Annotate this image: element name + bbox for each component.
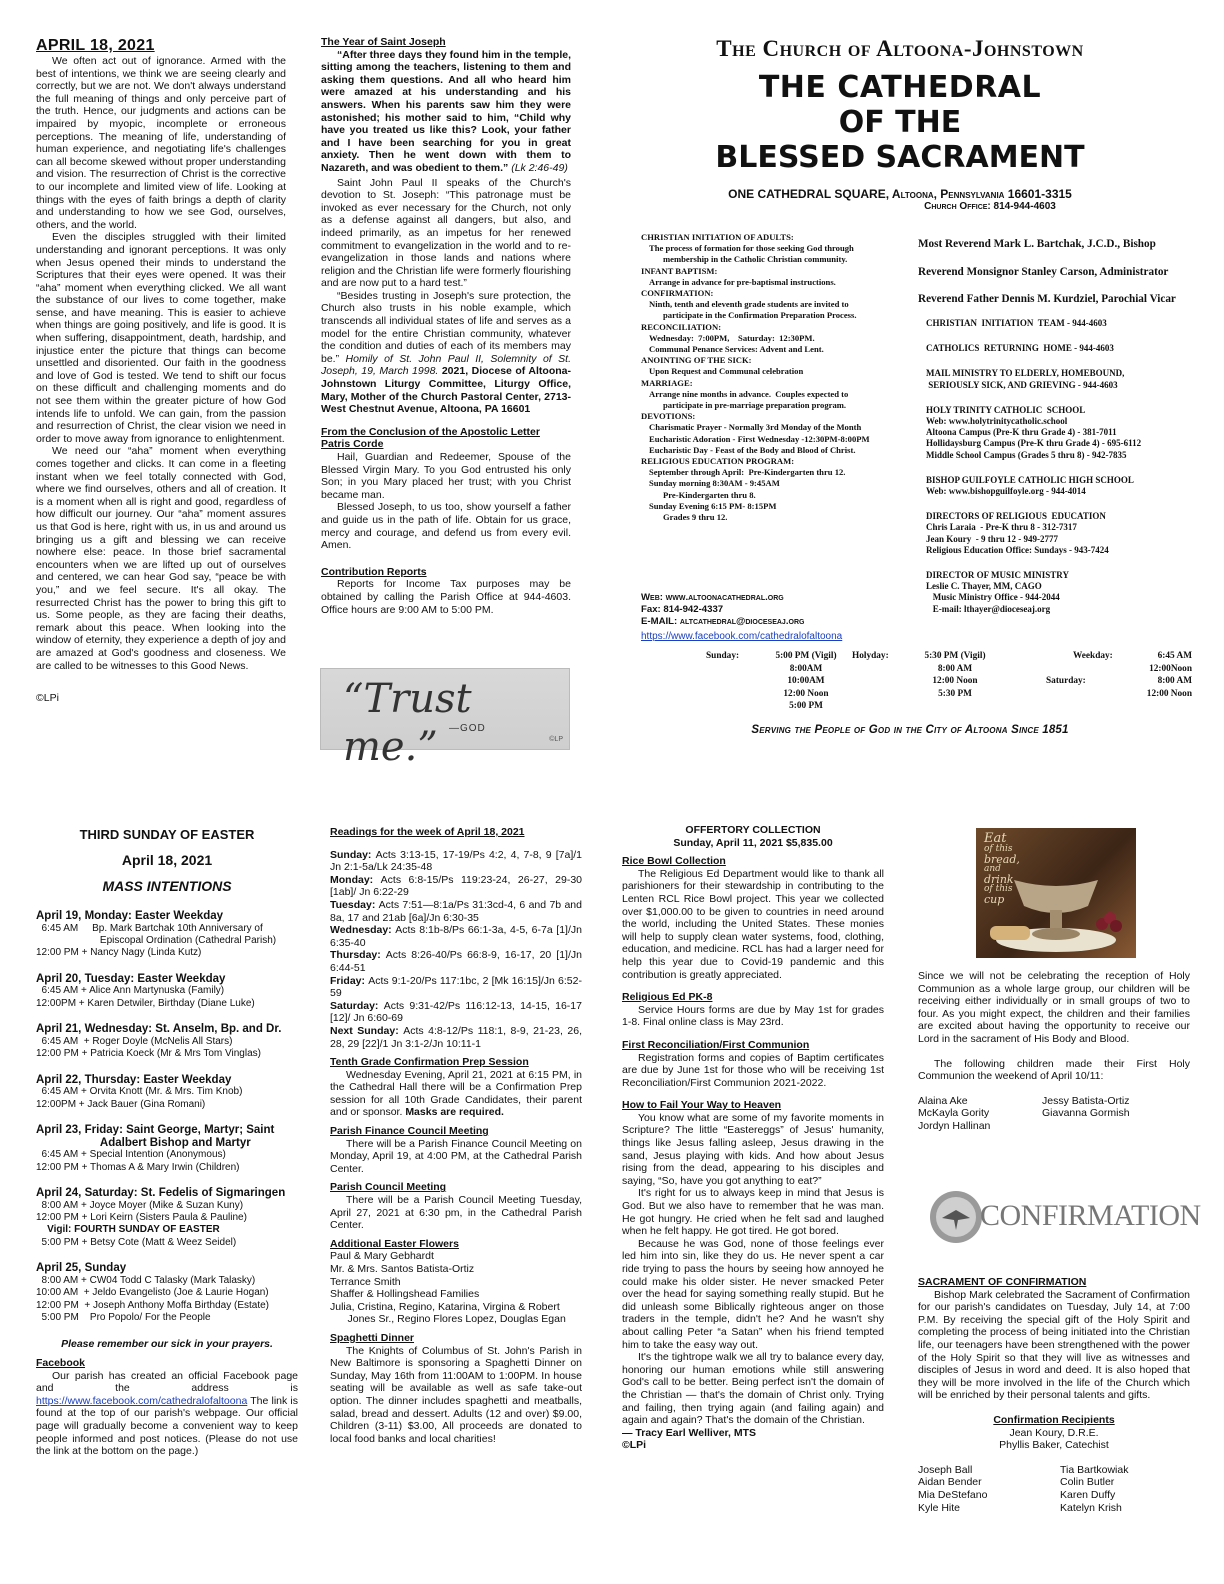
flowers-list [330, 1250, 582, 1326]
intention-line: 12:00PM + Jack Bauer (Gina Romani) [36, 1098, 206, 1110]
finance-text: There will be a Parish Finance Council Meeting on Monday, April 19, at 4:00 PM, at the Cathedral Parish Center. [330, 1137, 582, 1175]
offertory-column [622, 824, 884, 1452]
mass-time: 12:00 Noon [932, 676, 978, 687]
masthead-office: Church Office: 814-944-4603 [924, 200, 1056, 212]
sacrament-detail: Wednesday: 7:00PM, Saturday: 12:30PM. [649, 332, 815, 343]
facebook-heading: Facebook [36, 1357, 86, 1370]
sacrament-detail: Sunday Evening 6:15 PM- 8:15PM [649, 500, 777, 511]
facebook-link[interactable]: https://www.facebook.com/cathedralofaltoona [641, 631, 843, 643]
masthead-church: The Church of Altoona-Johnstown [716, 36, 1084, 61]
flower-donor: Mr. & Mrs. Santos Batista-Ortiz [330, 1263, 475, 1275]
saturday-label: Saturday: [1046, 676, 1086, 686]
recipient-name: Aidan Bender [918, 1476, 982, 1489]
flower-donor: Terrance Smith [330, 1275, 401, 1288]
joseph-quote-text: “After three days they found him in the temple, sitting among the teachers, listening to them and asking them questions. And all who heard him were amazed at his understanding and his answers. When his parents saw him they were astonished; his mother said to him, “Child why have you treated us like this? Look, your father and I have been searching for you in great anxiety. Then he went down with them to Nazareth, and was obedient to them.” [321, 48, 571, 174]
sacrament-heading: CONFIRMATION: [641, 288, 714, 299]
contact-line: SERIOUSLY SICK, AND GRIEVING - 944-4603 [926, 379, 1118, 390]
contrib-text: Reports for Income Tax purposes may be obtained by calling the Parish Office at 944-4603. Office hours are 9:00 AM to 5:00 PM. [321, 578, 571, 616]
sunday-times [766, 650, 846, 713]
date-heading: APRIL 18, 2021 [36, 37, 155, 54]
mass-time: 5:30 PM (Vigil) [924, 651, 986, 661]
communion-para: Since we will not be celebrating the reception of Holy Communion as a whole large group, our children will be receiving either individually or in small groups of two to four. As you might expect, the children and their families are excited about having the opportunity to receive our Lord in the sacrament of His Body and Blood. [918, 970, 1190, 1045]
contact-line: Jean Koury - 9 thru 12 - 949-2777 [926, 533, 1058, 544]
eat-text: of this [984, 884, 1013, 894]
joseph-para [321, 290, 571, 416]
communicant-name: Alaina Ake [918, 1094, 968, 1107]
sacrament-detail: Sunday morning 8:30AM - 9:45AM [649, 478, 780, 489]
joseph-para2-text: “Besides trusting in Joseph's sure protection, the Church also trusts in his noble example, which transcends all individual states of life and serves as a model for the entire Christian community, whatever the condition and duties of each of its members may be.” [321, 289, 571, 365]
sacrament-detail: September through April: Pre-Kindergarten thru 12. [649, 467, 846, 478]
contact-line: Web: www.holytrinitycatholic.school [926, 416, 1068, 427]
sacrament-conf-heading: SACRAMENT OF CONFIRMATION [918, 1276, 1087, 1288]
contact-line: MAIL MINISTRY TO ELDERLY, HOMEBOUND, [926, 368, 1125, 379]
tenth-text [330, 1069, 582, 1119]
flower-donor: Shaffer & Hollingshead Families [330, 1288, 480, 1301]
mass-time: 12:00 Noon [1146, 688, 1192, 699]
contact-group [926, 511, 1216, 556]
communion-names [918, 1095, 1190, 1133]
sacrament-detail: Communal Penance Services: Advent and Lent. [649, 344, 824, 355]
sacrament-detail: participate in the Confirmation Preparation Process. [663, 310, 857, 321]
mass-time: 6:45 AM [1157, 651, 1192, 661]
flower-donor: Paul & Mary Gebhardt [330, 1250, 434, 1263]
intention-line: 12:00PM + Karen Detwiler, Birthday (Diane Luke) [36, 997, 255, 1009]
contact-line: Religious Education Office: Sundays - 943-7424 [926, 544, 1109, 555]
sacrament-detail: The process of formation for those seeking God through [649, 243, 854, 254]
rice-text: The Religious Ed Department would like to thank all parishioners for their stewardship in contributing to the Lenten RCL Rice Bowl project. This year we collected over $1,000.00 to be given to countries in need around the world, including the United States. These monies will help to supply clean water systems, food, clothing, education, and medicine. RCL has had a larger need for help this year due to Covid-19 pandemic and this contribution is greatly appreciated. [622, 867, 884, 981]
sacrament-heading: RELIGIOUS EDUCATION PROGRAM: [641, 456, 795, 467]
confirmation-word: CONFIRMATION [980, 1199, 1201, 1232]
sacrament-heading: DEVOTIONS: [641, 411, 696, 422]
contact-line: Leslie C. Thayer, MM, CAGO [926, 581, 1042, 592]
masks-required: Masks are required. [405, 1106, 504, 1119]
intention-day: April 19, Monday: Easter Weekday [36, 910, 224, 922]
reading-entry [330, 949, 582, 974]
patris-heading: From the Conclusion of the Apostolic Letter Patris Corde [321, 425, 540, 451]
mass-intentions-column [36, 826, 298, 1458]
contact-group [926, 475, 1216, 497]
intention-line: 6:45 AM Bp. Mark Bartchak 10th Anniversary of [36, 922, 263, 934]
masthead [610, 36, 1190, 213]
reading-day: Tuesday: [330, 898, 379, 911]
readings-list [330, 849, 582, 1051]
reflection-paragraph: Even the disciples struggled with their limited understanding and ignorant perceptions. It was only when Jesus opened their minds to understand the Scriptures that their eyes were opened. It was their “aha” moment when everything clicked. We all want the substance of our lives to come together, make sense, and have meaning. This is easier to achieve when things are going positively, and life is good. It is when suffering, disappointment, death, hardship, and injustice enter the picture that things can become unsettled and disoriented. Our faith in the goodness and love of God is tested. We tend to shift our focus on these difficult and challenging moments and do not see them within the greater picture of how God intends life to unfold. We can gain, from the passion and resurrection of Christ, the clear vision we need in order to move away from ignorance to enlightenment. [36, 231, 286, 445]
contact-line: BISHOP GUILFOYLE CATHOLIC HIGH SCHOOL [926, 474, 1134, 485]
mass-time: 12:00Noon [1149, 663, 1192, 674]
sacrament-confirmation [918, 1276, 1190, 1514]
intention-line: 8:00 AM + Joyce Moyer (Mike & Suzan Kuny) [36, 1199, 244, 1211]
facebook-url[interactable]: https://www.facebook.com/cathedralofaltoona [36, 1394, 248, 1407]
council-text: There will be a Parish Council Meeting Tuesday, April 27, 2021 at 6:30 pm, in the Cathedral Parish Center. [330, 1194, 582, 1232]
communion-names-left [918, 1095, 1042, 1133]
facebook-text [36, 1370, 298, 1458]
mass-time: 5:00 PM [789, 701, 823, 712]
clergy-administrator: Reverend Monsignor Stanley Carson, Administrator [918, 265, 1169, 278]
mass-time: 8:00 AM [1157, 676, 1192, 686]
reading-entry [330, 849, 582, 874]
contact-line: Hollidaysburg Campus (Pre-K thru Grade 4) - 695-6112 [926, 438, 1142, 449]
firstrec-text: Registration forms and copies of Baptim certificates are due by June 1st for those who will be receiving 1st Reconciliation/First Communion 2021-2022. [622, 1051, 884, 1089]
eat-text: bread, [984, 853, 1020, 866]
flower-donor: Jones Sr., Regino Flores Lopez, Douglas Egan [330, 1313, 566, 1326]
clergy-list [918, 238, 1208, 306]
fax: Fax: 814-942-4337 [641, 603, 724, 615]
recipient-name: Mia DeStefano [918, 1488, 988, 1501]
intention-day: April 21, Wednesday: St. Anselm, Bp. and Dr. [36, 1023, 282, 1036]
reflection-paragraph: We need our “aha” moment when everything comes together and clicks. It can come in a fleeting instant when we feel totally connected with God, where we find ourselves, others and all of creation. It is a moment when all is right and good, regardless of how difficult our journey. Our “aha” moment assures us that God is here, right with us, in us and around us bringing us a gift and blessing we can receive nowhere else: peace. In those brief sacramental encounters when we are lifted up out of ourselves and centered, we can hear God say, “peace be with you,” and we feel secure. It's all okay. The resurrected Christ has the power to bring this gift to us. Some people, as they are facing their deaths, remark about this peace. When looking into the window of eternity, they experience a depth of joy and are amazed at God's goodness and closeness. We are called to be witnesses to this Good News. [36, 445, 286, 672]
intention-line: 5:00 PM + Betsy Cote (Matt & Weez Seidel) [36, 1236, 237, 1248]
tenth-heading: Tenth Grade Confirmation Prep Session [330, 1056, 529, 1069]
facebook-text-2: The link is found at the top of our parish's webpage. Our official page will gradually become a convenient way to keep people informed and post notices. (Please do not use the link at the bottom on the page.) [36, 1394, 298, 1458]
holyday-label: Holyday: [852, 651, 889, 661]
sacrament-heading: ANOINTING OF THE SICK: [641, 355, 752, 366]
sacrament-detail: membership in the Catholic Christian community. [663, 254, 848, 265]
trust-me-image [320, 668, 570, 770]
recipients-left [918, 1464, 1060, 1514]
fail-para: It's the tightrope walk we all try to balance every day, honoring our human emotions while still answering God's call to be better. Being perfect isn't the domain of the Christian — that's the domain of Christ only. Trying and failing, then trying again (and failing again) and again and again? That's the domain of the Christian. [622, 1351, 884, 1427]
reading-day: Monday: [330, 873, 381, 886]
fail-author: — Tracy Earl Welliver, MTS [622, 1426, 757, 1439]
intention-line: 6:45 AM + Special Intention (Anonymous) [36, 1149, 226, 1161]
clergy-vicar: Reverend Father Dennis M. Kurdziel, Parochial Vicar [918, 293, 1176, 306]
reading-refs: Acts 8:26-40/Ps 66:8-9, 16-17, 20 [1]/Jn 6:44-51 [330, 949, 582, 974]
contact-group [926, 570, 1216, 615]
readings-column [330, 826, 582, 1445]
intention-line: 12:00 PM + Lori Keirn (Sisters Paula & Pauline) [36, 1212, 247, 1224]
recipient-name: Joseph Ball [918, 1463, 973, 1476]
intention-line: Episcopal Ordination (Cathedral Parish) [36, 935, 277, 946]
sacrament-detail: Pre-Kindergarten thru 8. [663, 489, 756, 500]
intention-day: April 24, Saturday: St. Fedelis of Sigmaringen [36, 1187, 286, 1200]
reading-day: Saturday: [330, 999, 384, 1012]
reading-day: Friday: [330, 974, 369, 987]
holyday-times [910, 650, 1000, 700]
intention-line: Vigil: FOURTH SUNDAY OF EASTER [36, 1224, 220, 1236]
contrib-heading: Contribution Reports [321, 565, 427, 578]
readings-heading: Readings for the week of April 18, 2021 [330, 826, 525, 838]
contact-line: E-mail: lthayer@dioceseaj.org [926, 603, 1051, 614]
reading-entry [330, 1000, 582, 1025]
mass-times [700, 650, 1200, 710]
reading-refs: Acts 8:1b-8/Ps 66:1-3a, 4-5, 6-7a [1]/Jn 6:35-40 [330, 924, 582, 949]
joseph-heading: The Year of Saint Joseph [321, 36, 446, 48]
reading-entry [330, 899, 582, 924]
intention-line: 6:45 AM + Alice Ann Martynuska (Family) [36, 985, 225, 997]
liturgy-credit: 2021, Diocese of Altoona-Johnstown Liturgy Committee, Liturgy Office, Mary, Mother of the Church Pastoral Center, 2713- West Chestnut Avenue, Altoona, PA 16601 [321, 365, 571, 416]
firstrec-heading: First Reconciliation/First Communion [622, 1038, 810, 1051]
reading-entry [330, 1025, 582, 1050]
contact-line: DIRECTORS OF RELIGIOUS EDUCATION [926, 511, 1106, 522]
mass-time: 10:00AM [787, 676, 825, 687]
sacrament-heading: RECONCILIATION: [641, 321, 722, 332]
tenth-text-body: Wednesday Evening, April 21, 2021 at 6:15 PM, in the Cathedral Hall there will be a Confirmation Prep session for all 10th Grade Candidates, their parent and or sponsor. [330, 1068, 582, 1119]
communion-para: The following children made their First Holy Communion the weekend of April 10/11: [918, 1057, 1190, 1083]
sacrament-detail: Arrange in advance for pre-baptismal instructions. [649, 276, 836, 287]
contact-line: Middle School Campus (Grades 5 thru 8) - 942-7835 [926, 449, 1127, 460]
eat-text: cup [984, 893, 1005, 906]
mass-time: 5:00 PM (Vigil) [775, 651, 837, 661]
sacrament-detail: participate in pre-marriage preparation program. [663, 400, 847, 411]
reading-refs: Acts 7:51—8:1a/Ps 31:3cd-4, 6 and 7b and 8a, 17 and 21ab [6a]/Jn 6:30-35 [330, 898, 582, 924]
reading-refs: Acts 6:8-15/Ps 119:23-24, 26-27, 29-30 [1ab]/ Jn 6:22-29 [330, 873, 582, 899]
contact-group [926, 343, 1216, 354]
mass-time: 8:00 AM [937, 663, 973, 674]
sacrament-heading: INFANT BAPTISM: [641, 265, 718, 276]
recipients-heading: Confirmation Recipients [993, 1413, 1115, 1426]
patris-para: Hail, Guardian and Redeemer, Spouse of the Blessed Virgin Mary. To you God entrusted his only Son; in you Mary placed her trust; with you Christ became man. [321, 451, 571, 501]
contact-line: Web: www.bishopguilfoyle.org - 944-4014 [926, 486, 1086, 497]
flower-donor: Julia, Cristina, Regino, Katarina, Virgina & Robert [330, 1300, 560, 1313]
intention-line: 12:00 PM + Patricia Koeck (Mr & Mrs Tom Vinglas) [36, 1048, 261, 1060]
recipients-staff: Phyllis Baker, Catechist [999, 1439, 1109, 1452]
recipient-name: Colin Butler [1060, 1476, 1115, 1489]
reflection-column [36, 38, 286, 705]
reading-day: Thursday: [330, 949, 386, 962]
sick-note: Please remember our sick in your prayers. [61, 1338, 273, 1351]
homily-cite: Homily of St. John Paul II, Solemnity of St. Joseph, 19, March 1998. [321, 352, 572, 378]
confirmation-banner [928, 1188, 1201, 1246]
intention-line: 6:45 AM + Roger Doyle (McNelis All Stars) [36, 1035, 233, 1047]
p2-title-intentions: MASS INTENTIONS [102, 878, 232, 894]
recipient-name: Katelyn Krish [1060, 1501, 1122, 1514]
masthead-address: ONE CATHEDRAL SQUARE, Altoona, Pennsylvania 16601-3315 [728, 187, 1072, 201]
eat-text: of this [984, 844, 1013, 854]
mass-time: 12:00 Noon [783, 688, 829, 699]
joseph-quote-ref: (Lk 2:46-49) [511, 161, 568, 174]
intention-line: 12:00 PM + Joseph Anthony Moffa Birthday (Estate) [36, 1299, 270, 1311]
sacrament-detail: Ninth, tenth and eleventh grade students are invited to [649, 299, 849, 310]
weekday-label: Weekday: [1073, 651, 1113, 661]
fail-heading: How to Fail Your Way to Heaven [622, 1099, 782, 1112]
contact-line: DIRECTOR OF MUSIC MINISTRY [926, 570, 1069, 581]
patris-para: Blessed Joseph, to us too, show yourself a father and guide us in the path of life. Obtain for us grace, mercy and courage, and defend us from every evil. Amen. [321, 501, 571, 552]
dove-icon [928, 1188, 988, 1246]
fail-para: It's right for us to always keep in mind that Jesus is God. But we also have to remember that he was man. He got hungry. He cried when he felt sad and laughed when he felt happy. He got tired. He got bored. [622, 1187, 884, 1238]
contact-line: Music Ministry Office - 944-2044 [926, 592, 1060, 603]
spaghetti-text: The Knights of Columbus of St. John's Parish in New Baltimore is sponsoring a Spaghetti Dinner on Sunday, May 16th from 11:00AM to 1:00PM. In house seating will be available as well as safe take-out option. The dinner includes spaghetti and meatballs, salad, bread and dessert. Adults (12 and over) $9.00, Children (3-11) $3.00, All proceeds are donated to local food banks and local charities! [330, 1344, 582, 1445]
flowers-heading: Additional Easter Flowers [330, 1237, 459, 1250]
contact-line: Chris Laraia - Pre-K thru 8 - 312-7317 [926, 522, 1077, 533]
masthead-title-1: THE CATHEDRAL [758, 70, 1042, 105]
communion-names-right [1042, 1095, 1130, 1133]
ministry-contacts [926, 318, 1216, 615]
intention-day: April 22, Thursday: Easter Weekday [36, 1073, 232, 1086]
email[interactable]: E-MAIL: altcathedral@dioceseaj.org [641, 615, 805, 627]
joseph-para: Saint John Paul II speaks of the Church's devotion to St. Joseph: “This patronage must be invoked as ever necessary for the Church, not only as a defense against all dangers, but also, and indeed primarily, as an impetus for her renewed commitment to evangelization in the world and to re-evangelization in those lands and nations where religion and the Christian life were formerly flourishing and are now put to a hard test.” [321, 176, 571, 290]
contact-group [926, 368, 1216, 390]
reading-day: Next Sunday: [330, 1024, 404, 1037]
lpi-credit: ©LPi [36, 692, 59, 705]
reading-refs: Acts 9:1-20/Ps 117:1bc, 2 [Mk 16:15]/Jn 6:52-59 [330, 974, 582, 1000]
communion-column [918, 970, 1190, 1133]
website[interactable]: Web: www.altoonacathedral.org [641, 592, 784, 603]
reading-refs: Acts 9:31-42/Ps 116:12-13, 14-15, 16-17 [12]/ Jn 6:60-69 [330, 999, 582, 1025]
recipient-name: Tia Bartkowiak [1060, 1463, 1129, 1476]
tagline: Serving the People of God in the City of Altoona Since 1851 [751, 724, 1069, 736]
p2-title-date: April 18, 2021 [121, 852, 213, 868]
sacrament-detail: Eucharistic Adoration - First Wednesday -12:30PM-8:00PM [649, 433, 870, 444]
reading-refs: Acts 3:13-15, 17-19/Ps 4:2, 4, 7-8, 9 [7a]/1 Jn 2:1-5a/Lk 24:35-48 [330, 848, 582, 874]
intention-day: April 25, Sunday [36, 1262, 127, 1275]
reading-refs: Acts 4:8-12/Ps 118:1, 8-9, 21-23, 26, 28, 29 [22]/1 Jn 3:1-2/Jn 10:11-1 [330, 1024, 582, 1050]
council-heading: Parish Council Meeting [330, 1181, 447, 1194]
joseph-quote [321, 49, 571, 175]
trust-me-credit: ©LP [549, 736, 563, 744]
contact-line: Altoona Campus (Pre-K thru Grade 4) - 381-7011 [926, 427, 1117, 438]
communicant-name: Jessy Batista-Ortiz [1042, 1094, 1130, 1107]
offertory-title: OFFERTORY COLLECTION [685, 824, 821, 836]
intention-line: 5:00 PM Pro Popolo/ For the People [36, 1312, 211, 1324]
reading-entry [330, 874, 582, 899]
communicant-name: Jordyn Hallinan [918, 1119, 991, 1132]
recipient-name: Karen Duffy [1060, 1488, 1116, 1501]
intention-line: 12:00 PM + Thomas A & Mary Irwin (Children) [36, 1161, 240, 1173]
contact-line: CATHOLICS RETURNING HOME - 944-4603 [926, 343, 1114, 354]
mass-time: 5:30 PM [938, 688, 972, 699]
reading-day: Sunday: [330, 848, 376, 861]
spaghetti-heading: Spaghetti Dinner [330, 1331, 415, 1344]
intention-day: April 20, Tuesday: Easter Weekday [36, 972, 226, 985]
communicant-name: Giavanna Gormish [1042, 1107, 1130, 1120]
masthead-title-3: BLESSED SACRAMENT [715, 140, 1085, 175]
sacrament-conf-text: Bishop Mark celebrated the Sacrament of Confirmation for our parish's candidates on Tuesday, July 14, at 7:00 P.M. By receiving the special gift of the Holy Spirit and completing the process of being initiated into the Christian life, our teenagers have been strengthened with the power of the Holy Spirit so that they will live as witnesses and disciples of Jesus in word and deed. It is also hoped that they will be more involved in the life of the Church which will be enriched by their personal talents and gifts. [918, 1288, 1190, 1402]
sacrament-heading: MARRIAGE: [641, 377, 693, 388]
contact-line: HOLY TRINITY CATHOLIC SCHOOL [926, 404, 1086, 415]
facebook-text-1: Our parish has created an official Facebook page and the address is [36, 1369, 298, 1395]
eat-text: and [984, 864, 1001, 874]
reading-day: Wednesday: [330, 924, 396, 937]
eat-text: drink [984, 873, 1014, 886]
intention-line: 8:00 AM + CW04 Todd C Talasky (Mark Talasky) [36, 1274, 256, 1286]
reading-entry [330, 975, 582, 1000]
intention-day: April 23, Friday: Saint George, Martyr; Saint Adalbert Bishop and Martyr [36, 1124, 275, 1149]
reading-entry [330, 924, 582, 949]
sacrament-detail: Arrange nine months in advance. Couples expected to [649, 388, 849, 399]
recipient-name: Kyle Hite [918, 1501, 961, 1514]
fail-lpi: ©LPi [622, 1439, 647, 1452]
offertory-amount: Sunday, April 11, 2021 $5,835.00 [673, 836, 833, 849]
sacrament-detail: Upon Request and Communal celebration [649, 366, 804, 377]
sacrament-detail: Eucharistic Day - Feast of the Body and Blood of Christ. [649, 444, 856, 455]
eat-text: Eat [984, 831, 1007, 846]
rice-heading: Rice Bowl Collection [622, 855, 726, 868]
pk8-text: Service Hours forms are due by May 1st for grades 1-8. Final online class is May 23rd. [622, 1003, 884, 1029]
sunday-label: Sunday: [706, 651, 740, 661]
intention-line: 6:45 AM + Orvita Knott (Mr. & Mrs. Tim Knob) [36, 1086, 243, 1098]
intention-line: 12:00 PM + Nancy Nagy (Linda Kutz) [36, 947, 202, 959]
chalice-image [976, 828, 1136, 958]
communicant-name: McKayla Gority [918, 1107, 990, 1120]
mass-time: 8:00AM [789, 663, 823, 674]
sacrament-detail: Grades 9 thru 12. [663, 512, 728, 523]
contact-block [641, 592, 911, 643]
trust-me-god: —GOD [449, 723, 486, 734]
fail-para: Because he was God, none of those feelings ever led him into sin, like they do us. He never spent a car ride trying to pass the hours by seeing how annoyed he could make his older sister. He never smacked Peter over the head for saying something really stupid. But he did unleash some Biblically righteous anger on those traders in the temple, didn't he? And he wasn't shy about calling Peter “a Satan” when his friend tempted him to take the easy way out. [622, 1237, 884, 1351]
weekday-times [1124, 650, 1192, 675]
contact-group [926, 318, 1216, 329]
recipients-right [1060, 1464, 1128, 1514]
intentions-list [36, 910, 298, 1324]
reflection-paragraph: We often act out of ignorance. Armed with the best of intentions, we think we are seeing clearly and correctly, but we are not. We don't always understand the full meaning of things and only perceive part of the truth. Hence, our judgments and actions can be impaired by myopic, incomplete or erroneous perceptions. The meaning of life, understanding of human experience, and negotiating life's challenges can all become skewed without proper understanding and vision. The resurrection of Christ is the corrective to our incomplete and limited view of life. Looking at things with the eyes of faith brings a depth of clarity and understanding to how we see God, ourselves, others, and the world. [36, 55, 286, 231]
trust-me-text: “Trust me.” [343, 676, 472, 770]
saturday-times [1100, 675, 1192, 700]
masthead-title-2: OF THE [838, 105, 962, 140]
finance-heading: Parish Finance Council Meeting [330, 1125, 489, 1138]
clergy-bishop: Most Reverend Mark L. Bartchak, J.C.D., Bishop [918, 238, 1156, 250]
joseph-column [321, 36, 571, 616]
sacrament-detail: Charismatic Prayer - Normally 3rd Monday of the Month [649, 422, 862, 433]
sacrament-heading: CHRISTIAN INITIATION OF ADULTS: [641, 232, 794, 242]
contact-group [926, 405, 1216, 461]
fail-para: You know what are some of my favorite moments in Scripture? The little “Eastereggs” of Jesus' humanity, things like Jesus falling asleep, Jesus drawing in the sand, Jesus playing with kids. And how about Jesus rising from the dead, appearing to his disciples and saying, “So, have you got anything to eat?” [622, 1111, 884, 1187]
intention-line: 10:00 AM + Jeldo Evangelisto (Joe & Laurie Hogan) [36, 1287, 269, 1299]
recipients-names [918, 1464, 1190, 1514]
recipients-staff: Jean Koury, D.R.E. [1009, 1426, 1099, 1439]
sacraments-list [641, 232, 901, 523]
pk8-heading: Religious Ed PK-8 [622, 991, 713, 1004]
contact-line: CHRISTIAN INITIATION TEAM - 944-4603 [926, 318, 1107, 328]
p2-title-sunday: THIRD SUNDAY OF EASTER [79, 827, 255, 842]
